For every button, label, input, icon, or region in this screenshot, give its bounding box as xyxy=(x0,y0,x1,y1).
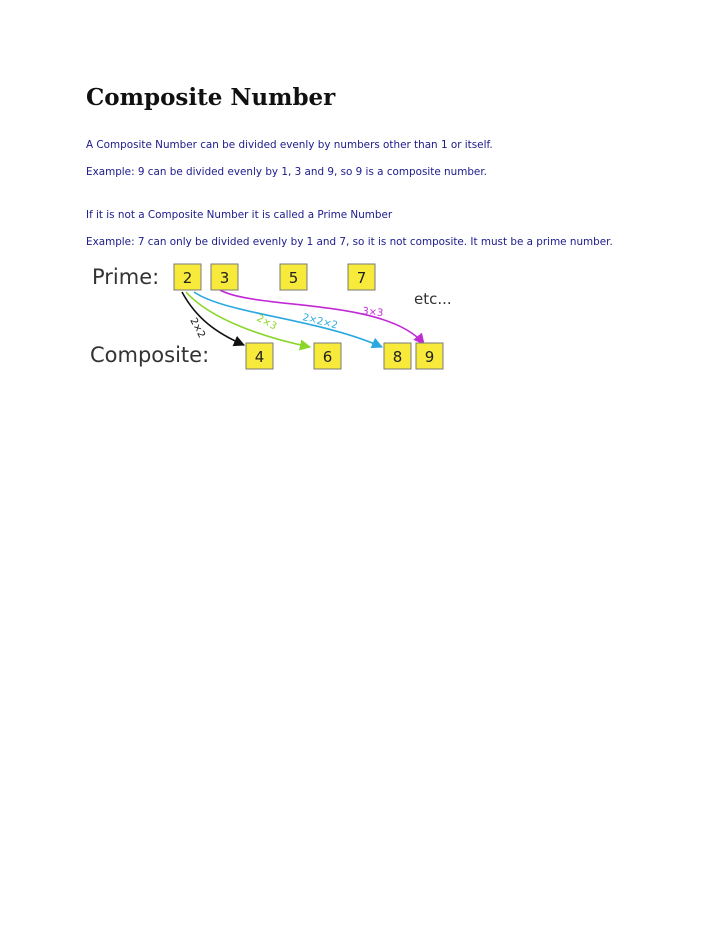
etc-label: etc... xyxy=(414,290,452,308)
prime-value: 5 xyxy=(288,269,299,287)
composite-value: 8 xyxy=(392,348,403,366)
composite-value: 6 xyxy=(322,348,333,366)
prime-box xyxy=(348,264,375,290)
definition-paragraph: A Composite Number can be divided evenly by numbers other than 1 or itself. xyxy=(86,139,493,151)
prime-box xyxy=(211,264,238,290)
composite-box xyxy=(416,343,443,369)
composite-example-paragraph: Example: 9 can be divided evenly by 1, 3 and 9, so 9 is a composite number. xyxy=(86,166,487,178)
prime-value: 3 xyxy=(219,269,230,287)
composite-label: Composite: xyxy=(90,343,210,367)
prime-composite-diagram xyxy=(86,258,456,378)
arrow-label-2x2: 2×2 xyxy=(187,316,207,341)
arrow-2x2x2 xyxy=(194,292,382,347)
arrow-2x3 xyxy=(186,292,310,347)
prime-value: 2 xyxy=(182,269,193,287)
prime-note-paragraph: If it is not a Composite Number it is called a Prime Number xyxy=(86,209,393,221)
composite-value: 4 xyxy=(254,348,265,366)
diagram-svg xyxy=(86,258,456,378)
arrow-label-2x2x2: 2×2×2 xyxy=(301,312,339,332)
arrow-label-2x3: 2×3 xyxy=(254,312,279,333)
prime-value: 7 xyxy=(356,269,367,287)
composite-box xyxy=(246,343,273,369)
prime-label: Prime: xyxy=(92,265,160,289)
prime-example-paragraph: Example: 7 can only be divided evenly by 1 and 7, so it is not composite. It must be a prime number. xyxy=(86,236,613,248)
prime-box xyxy=(280,264,307,290)
arrow-label-3x3: 3×3 xyxy=(361,306,384,320)
composite-box xyxy=(384,343,411,369)
prime-box xyxy=(174,264,201,290)
composite-value: 9 xyxy=(424,348,435,366)
composite-box xyxy=(314,343,341,369)
page-title: Composite Number xyxy=(86,84,336,111)
